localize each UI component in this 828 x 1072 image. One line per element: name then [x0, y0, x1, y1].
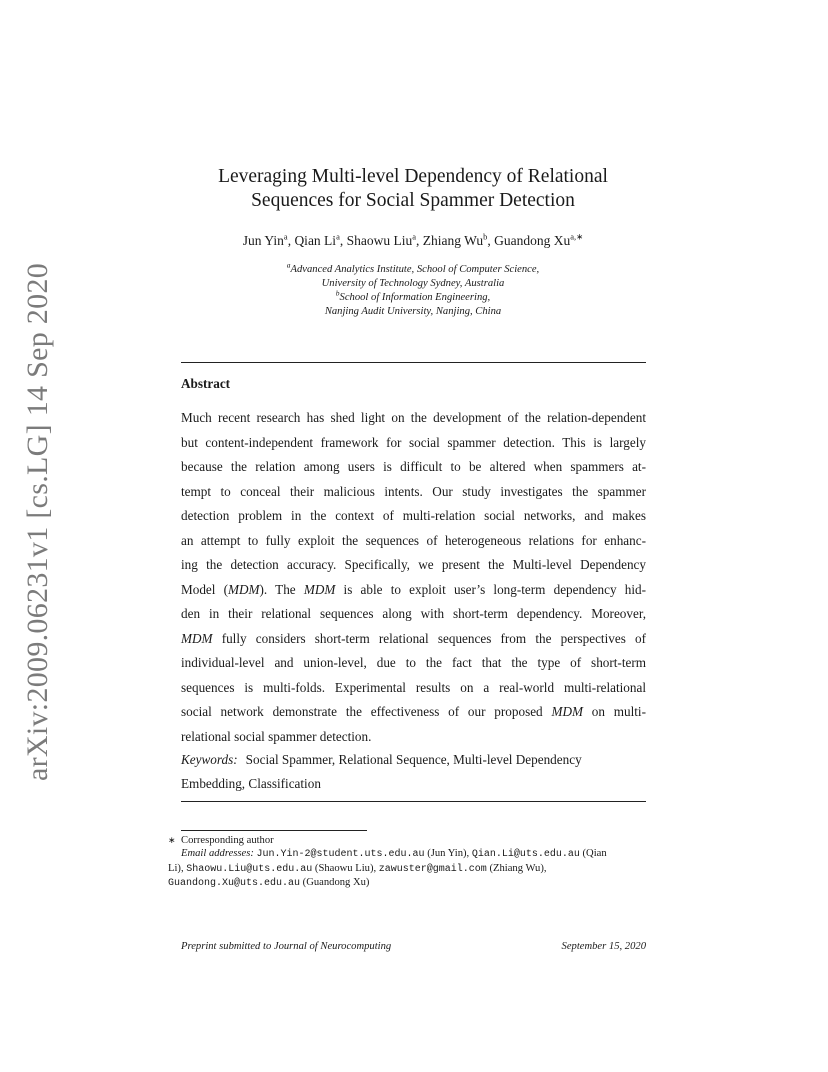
footnote: [168, 834, 646, 891]
keywords-block: [181, 748, 646, 796]
paper-title: [160, 165, 666, 213]
email-link[interactable]: Qian.Li@uts.edu.au: [471, 849, 580, 861]
affiliations: [160, 260, 666, 319]
email-link[interactable]: Jun.Yin-2@student.uts.edu.au: [256, 849, 425, 861]
abstract-line: Model (MDM). The MDM is able to exploit user’s long-term dependency hid-: [181, 581, 647, 597]
abstract-line: because the relation among users is difficult to be altered when spammers at-: [181, 459, 646, 474]
title-line-1: Leveraging Multi-level Dependency of Relational: [218, 166, 608, 187]
affiliation-a-text: Advanced Analytics Institute, School of Computer Science,: [290, 264, 540, 275]
author-name: Shaowu Liu: [346, 233, 413, 248]
footnote-emails-line-2: Li), Shaowu.Liu@uts.edu.au (Shaowu Liu), zawuster@gmail.com (Zhiang Wu),: [168, 862, 547, 875]
footnote-corresponding: ∗ Corresponding author: [168, 835, 274, 846]
affiliation-a-mark: a: [286, 260, 291, 270]
footnote-rule: [181, 830, 367, 831]
abstract-top-rule: [181, 362, 646, 363]
author-name: Guandong Xu: [494, 233, 571, 248]
author-affil-mark: b: [483, 231, 488, 242]
preprint-note: Preprint submitted to Journal of Neurocomputing: [181, 941, 392, 952]
affiliation-b-mark: b: [335, 288, 340, 298]
abstract-line: relational social spammer detection.: [181, 728, 372, 744]
email-link[interactable]: Guandong.Xu@uts.edu.au: [168, 878, 301, 890]
keywords-line-2: Embedding, Classification: [181, 776, 321, 791]
author-name: Jun Yin: [242, 233, 284, 248]
abstract-line: Much recent research has shed light on the development of the relation-dependent: [181, 410, 646, 425]
keywords-label: Keywords:: [181, 752, 238, 767]
preprint-date: September 15, 2020: [561, 941, 646, 952]
abstract-line: ing the detection accuracy. Specifically, we present the Multi-level Dependency: [181, 557, 646, 572]
abstract-line: den in their relational sequences along with short-term dependency. Moreover,: [181, 606, 646, 621]
footnote-emails-line-3: Guandong.Xu@uts.edu.au (Guandong Xu): [168, 877, 370, 890]
footnote-star: ∗: [168, 835, 176, 845]
abstract-line: MDM fully considers short-term relational sequences from the perspectives of: [181, 630, 646, 646]
keywords-text: Social Spammer, Relational Sequence, Multi-level Dependency: [245, 752, 582, 767]
author-affil-mark: a,∗: [570, 231, 584, 242]
abstract-heading: Abstract: [181, 376, 231, 391]
abstract-bottom-rule: [181, 801, 646, 802]
email-link[interactable]: Shaowu.Liu@uts.edu.au: [186, 863, 313, 875]
author-affil-mark: a: [336, 231, 340, 242]
abstract-line: an attempt to fully exploit the sequences of heterogeneous relations for enhanc-: [181, 532, 646, 548]
arxiv-stamp: arXiv:2009.06231v1 [cs.LG] 14 Sep 2020: [21, 262, 54, 782]
footnote-emails-line-1: Email addresses: Jun.Yin-2@student.uts.edu.au (Jun Yin), Qian.Li@uts.edu.au (Qian: [181, 848, 607, 861]
affiliation-a-line-1: [160, 260, 666, 277]
email-link[interactable]: zawuster@gmail.com: [378, 863, 487, 875]
abstract-line: social network demonstrate the effectiveness of our proposed MDM on multi-: [181, 704, 646, 719]
author-list: Jun Yin$^a$, Qian Li$^a$, Shaowu Liu$^a$, Zhiang Wu$^b$, Guandong $Xu^{a,∗}$: [242, 231, 584, 248]
abstract-line: but content-independent framework for social spammer detection. This is largely: [181, 434, 646, 450]
author-name: Qian Li: [294, 233, 337, 248]
abstract-line: sequences is multi-folds. Experimental results on a real-world multi-relational: [181, 679, 646, 695]
affiliation-a-line-2: University of Technology Sydney, Australia: [321, 278, 505, 289]
keywords-line-1: [181, 748, 646, 772]
author-affil-mark: a: [283, 231, 288, 242]
abstract-body: [181, 406, 646, 749]
affiliation-b-line-1: [160, 288, 666, 305]
author-name: Zhiang Wu: [422, 233, 484, 248]
abstract-line: tempt to conceal their malicious intents. Our study investigates the spammer: [181, 483, 646, 499]
title-line-2: Sequences for Social Spammer Detection: [251, 190, 575, 211]
affiliation-b-line-2: Nanjing Audit University, Nanjing, China: [324, 306, 502, 317]
abstract-line: individual-level and union-level, due to the fact that the type of short-term: [181, 655, 646, 670]
abstract-line: detection problem in the context of multi-relation social networks, and makes: [181, 508, 646, 523]
author-affil-mark: a: [412, 231, 416, 242]
affiliation-b-text: School of Information Engineering,: [339, 292, 491, 303]
